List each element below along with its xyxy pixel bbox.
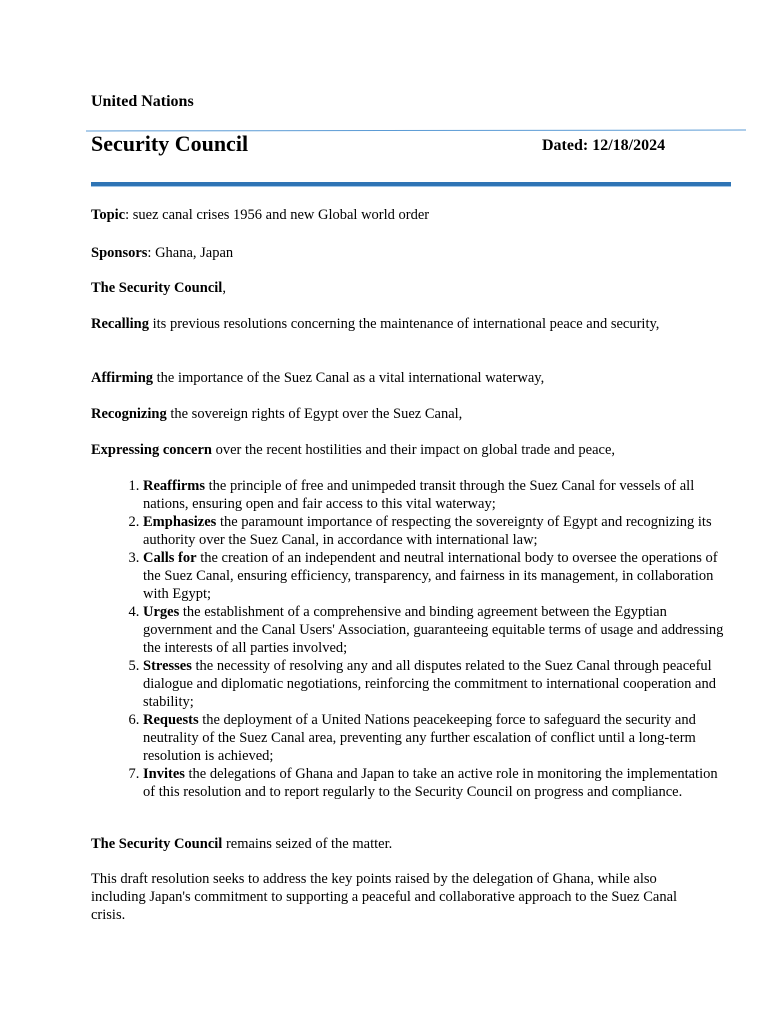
operative-verb: Urges <box>143 604 180 620</box>
operative-text: the delegations of Ghana and Japan to take an active role in monitoring the implementation of this resolution and to report regularly to the Security Council on progress and compliance. <box>143 766 718 800</box>
operative-text: the necessity of resolving any and all disputes related to the Suez Canal through peaceful dialogue and diplomatic negotiations, reinforcing the commitment to international cooperation and stability; <box>143 658 716 710</box>
operative-clause <box>143 513 733 549</box>
operative-text: the paramount importance of respecting the sovereignty of Egypt and recognizing its authority over the Suez Canal, in accordance with international law; <box>143 514 712 548</box>
header-thick-rule <box>91 182 731 187</box>
operative-clause <box>143 603 733 657</box>
operative-verb: Calls for <box>143 550 197 566</box>
topic-value: : suez canal crises 1956 and new Global world order <box>125 207 430 223</box>
dated-label: Dated: <box>542 137 589 154</box>
preambular-clause <box>91 405 681 423</box>
operative-verb: Invites <box>143 766 185 782</box>
opening-subject: The Security Council <box>91 280 223 296</box>
sponsors-line <box>91 244 681 262</box>
preambular-verb: Expressing concern <box>91 442 212 458</box>
opening-punct: , <box>222 280 226 296</box>
operative-clause <box>143 477 733 513</box>
preambular-text: over the recent hostilities and their impact on global trade and peace, <box>211 442 616 458</box>
sponsors-value: : Ghana, Japan <box>147 245 234 261</box>
operative-verb: Emphasizes <box>143 514 217 530</box>
preambular-clause <box>91 315 681 333</box>
organization-name: United Nations <box>91 93 194 110</box>
preambular-verb: Affirming <box>91 370 154 386</box>
operative-verb: Requests <box>143 712 199 728</box>
opening-line <box>91 279 681 297</box>
operative-clause <box>143 549 733 603</box>
dated-line <box>542 137 669 155</box>
sponsors-label: Sponsors <box>91 245 148 261</box>
preambular-verb: Recalling <box>91 316 149 332</box>
council-title: Security Council <box>91 131 249 156</box>
operative-verb: Reaffirms <box>143 478 206 494</box>
operative-clause <box>143 711 733 765</box>
operative-verb: Stresses <box>143 658 192 674</box>
operative-clause <box>143 657 733 711</box>
preambular-clause <box>91 369 681 387</box>
topic-label: Topic <box>91 207 126 223</box>
closing-line <box>91 835 681 853</box>
operative-text: the deployment of a United Nations peacekeeping force to safeguard the security and neutrality of the Suez Canal area, preventing any further escalation of conflict until a long-term resolution is achieved; <box>143 712 696 764</box>
operative-text: the creation of an independent and neutral international body to oversee the operations of the Suez Canal, ensuring efficiency, transparency, and fairness in its management, in collaboration with Egypt; <box>143 550 718 602</box>
operative-clause <box>143 765 733 801</box>
preambular-text: the importance of the Suez Canal as a vital international waterway, <box>153 370 545 386</box>
topic-line <box>91 206 681 224</box>
preambular-clause <box>91 441 681 459</box>
operative-text: the establishment of a comprehensive and binding agreement between the Egyptian government and the Canal Users' Association, guaranteeing equitable terms of usage and addressing the interests of all parties involved; <box>143 604 724 656</box>
dated-value: 12/18/2024 <box>592 137 666 154</box>
closing-subject: The Security Council <box>91 836 223 852</box>
operative-text: the principle of free and unimpeded transit through the Suez Canal for vessels of all nations, ensuring open and fair access to this vital waterway; <box>143 478 695 512</box>
preambular-verb: Recognizing <box>91 406 167 422</box>
operative-clauses-list <box>91 477 733 801</box>
preambular-text: its previous resolutions concerning the maintenance of international peace and security, <box>149 316 660 332</box>
preambular-text: the sovereign rights of Egypt over the Suez Canal, <box>166 406 463 422</box>
explanatory-note: This draft resolution seeks to address the key points raised by the delegation of Ghana, while also including Japan's commitment to supporting a peaceful and collaborative approach to the Suez Canal crisis. <box>91 871 678 923</box>
closing-text: remains seized of the matter. <box>222 836 393 852</box>
